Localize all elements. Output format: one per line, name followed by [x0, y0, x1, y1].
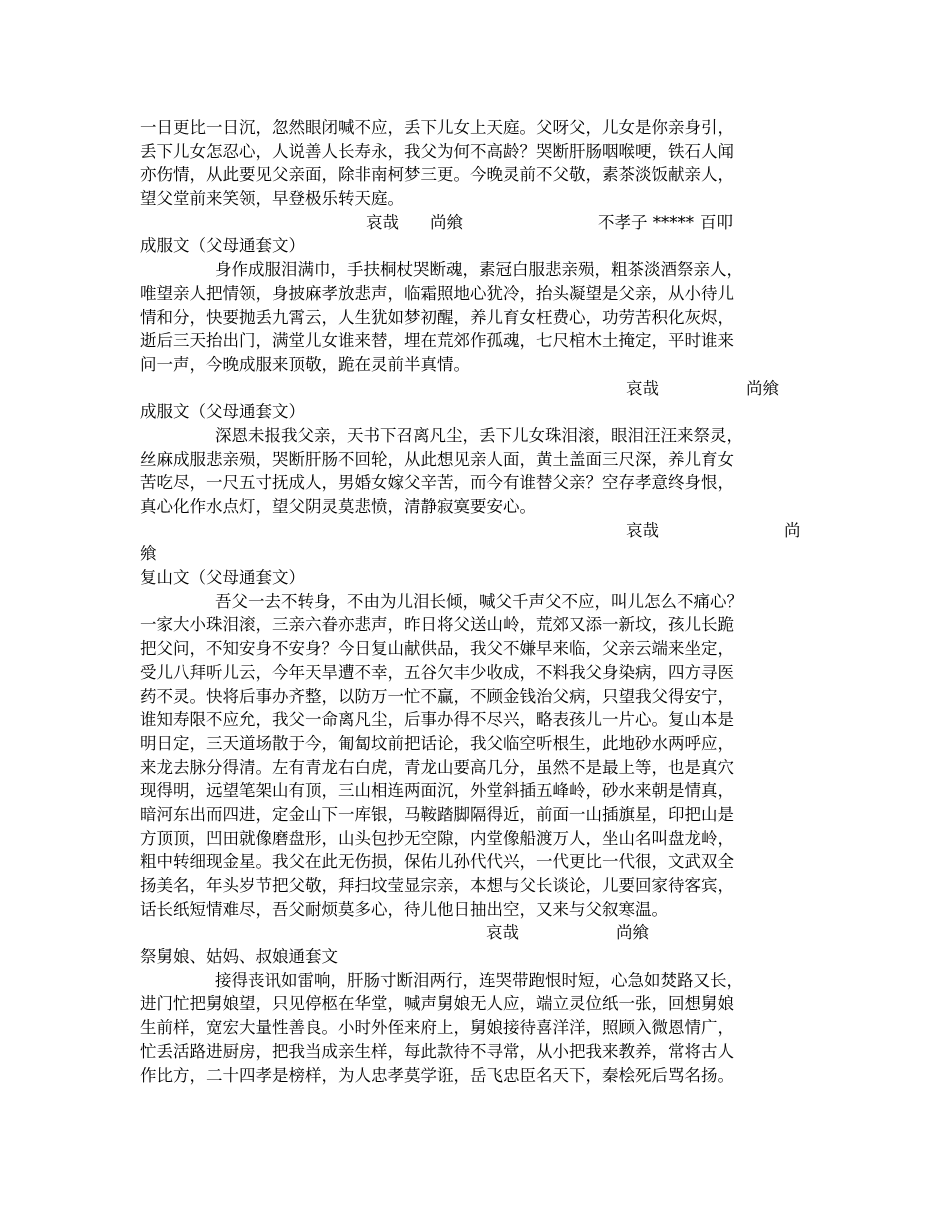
sig-author: 不孝子 ***** — [598, 212, 694, 232]
sig-aizai: 哀哉 — [626, 520, 659, 540]
signature-line — [140, 377, 810, 401]
text-line: 粗中转细现金星。我父在此无伤损，保佑儿孙代代兴，一代更比一代很，文武双全 — [140, 852, 734, 872]
text-line: 唯望亲人把情领，身披麻孝放悲声，临霜照地心犹冷，抬头凝望是父亲，从小待儿 — [140, 283, 734, 303]
text-line: 现得明，远望笔架山有顶，三山相连两面沉，外堂斜插五峰岭，砂水来朝是情真， — [140, 781, 734, 801]
text-line: 情和分，快要抛丢九霄云，人生犹如梦初醒，养儿育女枉费心，功劳苦积化灰烬， — [140, 307, 734, 327]
text-line: 深恩未报我父亲，天书下召离凡尘，丢下儿女珠泪滚，眼泪汪汪来祭灵， — [215, 425, 743, 445]
text-line: 扬美名，年头岁节把父敬，拜扫坟莹显宗亲，本想与父长谈论，儿要回家待客宾， — [140, 876, 734, 895]
text-line: 吾父一去不转身，不由为儿泪长倾，喊父千声父不应，叫儿怎么不痛心？ — [215, 591, 743, 611]
text-line: 身作成服泪满巾，手扶桐杖哭断魂，素冠白服悲亲殒，粗茶淡酒祭亲人， — [215, 260, 743, 280]
text-line: 逝后三天抬出门，满堂儿女谁来替，埋在荒郊作孤魂，七尺棺木土掩定，平时谁来 — [140, 331, 734, 351]
text-line: 暗河东出而四进，定金山下一库银，马鞍踏脚隔得近，前面一山插旗星，印把山是 — [140, 804, 734, 824]
section-title: 复山文（父母通套文） — [140, 568, 305, 588]
section-4 — [140, 945, 810, 1087]
sig-xiang-wrap: 飨 — [140, 544, 157, 564]
text-line: 话长纸短情难尽，吾父耐烦莫多心，待儿他日抽出空，又来与父叙寒温。 — [140, 899, 668, 919]
text-line: 真心化作水点灯，望父阴灵莫悲愤，清静寂寞要安心。 — [140, 497, 536, 516]
text-line: 望父堂前来笑领，早登极乐转天庭。 — [140, 189, 404, 209]
text-line: 生前样，宽宏大量性善良。小时外侄来府上，舅娘接待喜洋洋，照顾入微恩情广， — [140, 1018, 734, 1038]
section-3 — [140, 566, 810, 945]
text-line: 丢下儿女怎忍心，人说善人长寿永，我父为何不高龄？哭断肝肠咽喉哽，铁石人闻 — [140, 141, 734, 161]
text-line: 丝麻成服悲亲殒，哭断肝肠不回轮，从此想见亲人面，黄土盖面三尺深，养儿育女 — [140, 449, 734, 469]
text-line: 明日定，三天道场散于今，匍匐坟前把话论，我父临空听根生，此地砂水两呼应， — [140, 733, 734, 753]
section-2 — [140, 400, 810, 566]
text-line: 忙丢活路进厨房，把我当成亲生样，每此款待不寻常，从小把我来教养，常将古人 — [140, 1041, 734, 1061]
sig-baikou: 百叩 — [700, 212, 733, 232]
text-line: 谁知寿限不应允，我父一命离凡尘，后事办得不尽兴，略表孩儿一片心。复山本是 — [140, 710, 734, 730]
text-line: 来龙去脉分得清。左有青龙右白虎，青龙山要高几分，虽然不是最上等，也是真穴 — [140, 757, 734, 777]
document-page — [140, 116, 810, 1087]
text-line: 方顶顶，凹田就像磨盘形，山头包抄无空隙，内堂像船渡万人，坐山名叫盘龙岭， — [140, 828, 734, 848]
text-line: 接得丧讯如雷响，肝肠寸断泪两行，连哭带跑恨时短，心急如焚路又长， — [215, 970, 743, 990]
text-line: 苦吃尽，一尺五寸抚成人，男婚女嫁父辛苦，而今有谁替父亲？空存孝意终身恨， — [140, 473, 734, 493]
section-title: 成服文（父母通套文） — [140, 236, 305, 256]
text-line: 受儿八拜听儿云，今年天旱遭不幸，五谷欠丰少收成，不料我父身染病，四方寻医 — [140, 662, 734, 682]
sig-aizai: 哀哉 — [366, 212, 399, 232]
sig-shangxiang: 尚飨 — [616, 923, 649, 943]
signature-line — [140, 921, 810, 945]
sig-shangxiang: 尚飨 — [746, 378, 779, 398]
section-title: 成服文（父母通套文） — [140, 402, 305, 422]
text-line: 进门忙把舅娘望，只见停柩在华堂，喊声舅娘无人应，端立灵位纸一张，回想舅娘 — [140, 994, 734, 1014]
text-line: 作比方，二十四孝是榜样，为人忠孝莫学诳，岳飞忠臣名天下，秦桧死后骂名扬。 — [140, 1065, 734, 1085]
sig-shangxiang: 尚飨 — [430, 212, 463, 232]
signature-line — [140, 519, 810, 543]
sig-shang: 尚 — [784, 520, 801, 540]
section-1 — [140, 234, 810, 400]
sig-aizai: 哀哉 — [486, 923, 519, 943]
text-line: 一家大小珠泪滚，三亲六眷亦悲声，昨日将父送山岭，荒郊又添一新坟，孩儿长跪 — [140, 615, 734, 635]
text-line: 问一声，今晚成服来顶敬，跪在灵前半真情。 — [140, 354, 470, 374]
section-0 — [140, 116, 810, 234]
section-title: 祭舅娘、姑妈、叔娘通套文 — [140, 947, 338, 967]
sig-aizai: 哀哉 — [626, 378, 659, 398]
signature-line — [140, 211, 810, 235]
text-line: 药不灵。快将后事办齐整，以防万一忙不赢，不顾金钱治父病，只望我父得安宁， — [140, 686, 734, 706]
text-line: 把父问，不知安身不安身？今日复山献供品，我父不嫌早来临，父亲云端来坐定， — [140, 639, 734, 659]
text-line: 一日更比一日沉，忽然眼闭喊不应，丢下儿女上天庭。父呀父，儿女是你亲身引， — [140, 118, 734, 137]
text-line: 亦伤情，从此要见父亲面，除非南柯梦三更。今晚灵前不父敬，素茶淡饭献亲人， — [140, 165, 734, 185]
